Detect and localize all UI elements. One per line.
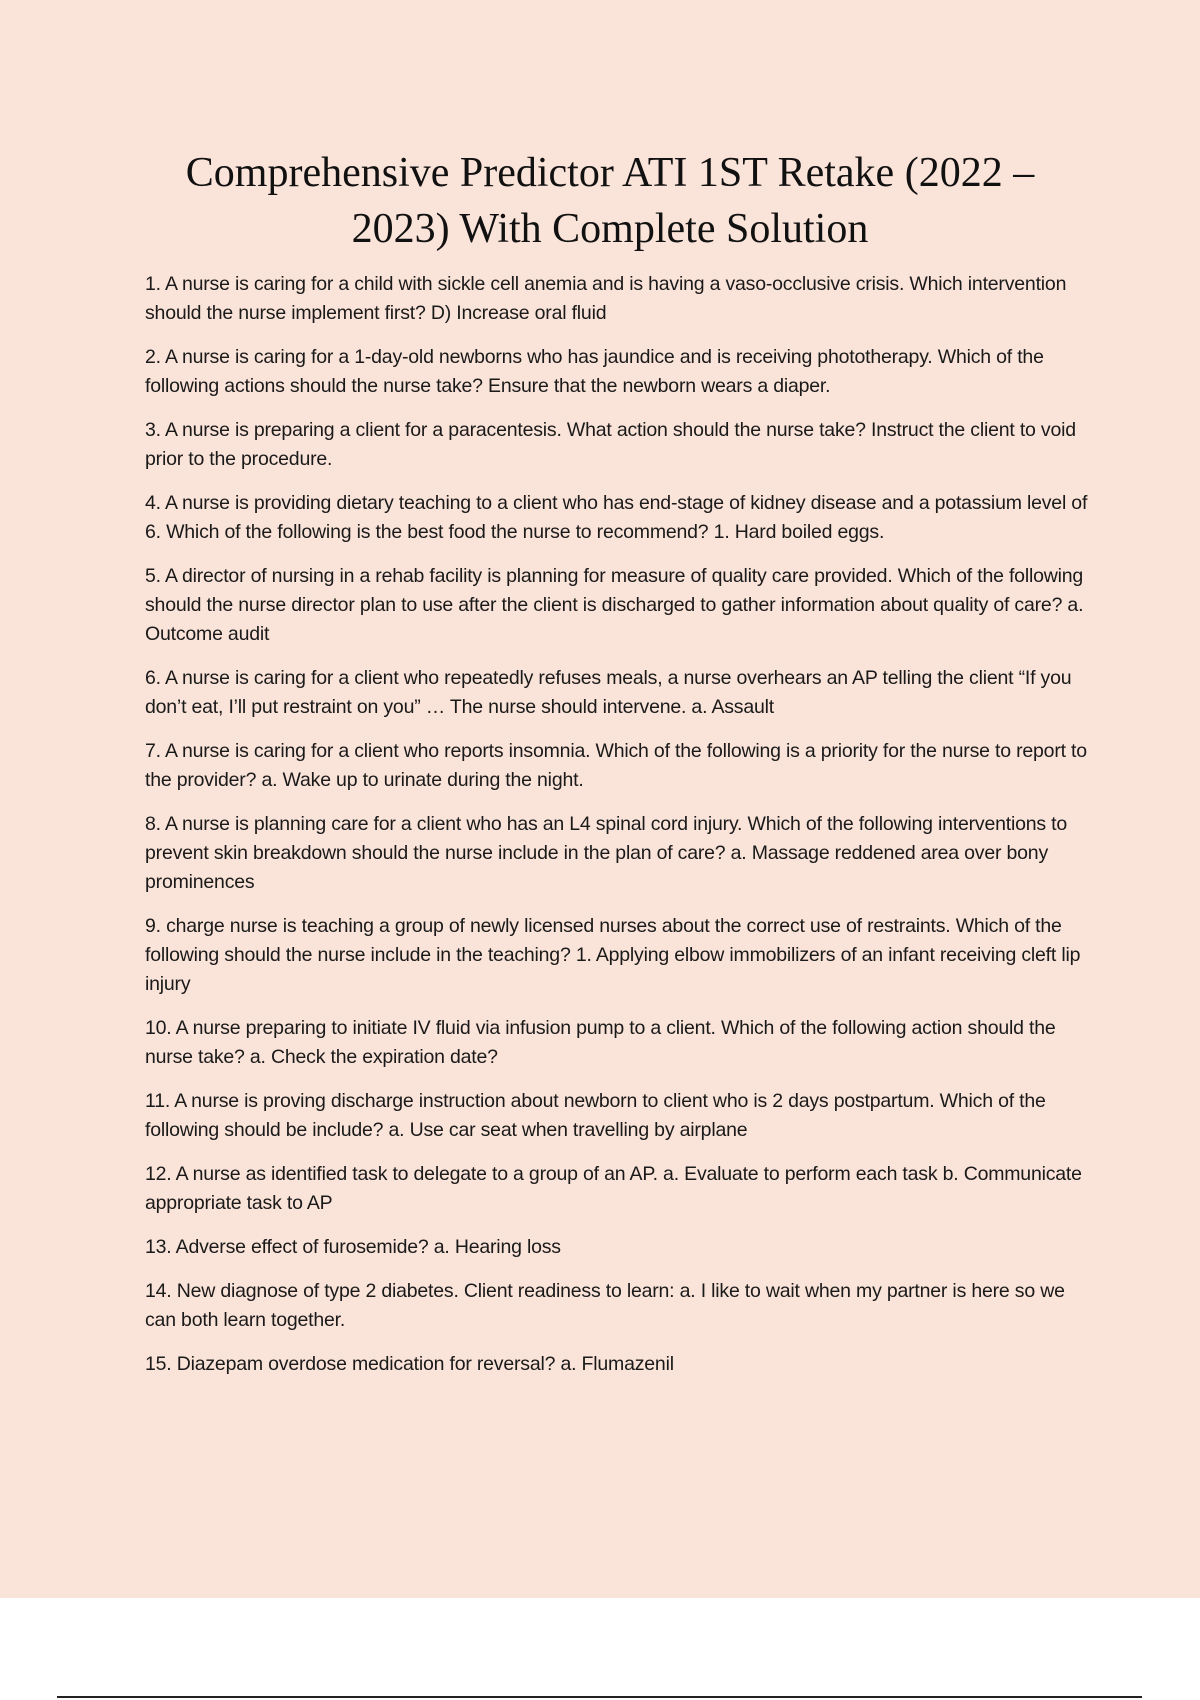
- question-item-6: 6. A nurse is caring for a client who repeatedly refuses meals, a nurse overhears an AP telling the client “If you don’t eat, I’ll put restraint on you” … The nurse should intervene. a. Assault: [145, 667, 1072, 718]
- question-item-10: 10. A nurse preparing to initiate IV fluid via infusion pump to a client. Which of the following action should the nurse take? a. Check the expiration date?: [145, 1017, 1056, 1068]
- question-item-8: 8. A nurse is planning care for a client who has an L4 spinal cord injury. Which of the following interventions to prevent skin breakdown should the nurse include in the plan of care? a. Massage reddened area over bony prominences: [145, 813, 1068, 893]
- question-item-15: 15. Diazepam overdose medication for reversal? a. Flumazenil: [145, 1353, 674, 1375]
- question-item-1: 1. A nurse is caring for a child with sickle cell anemia and is having a vaso-occlusive crisis. Which intervention should the nurse implement first? D) Increase oral fluid: [145, 273, 1067, 324]
- question-item-5: 5. A director of nursing in a rehab facility is planning for measure of quality care provided. Which of the following should the nurse director plan to use after the client is discharged to gather information about quality of care? a. Outcome audit: [145, 565, 1084, 645]
- question-item-14: 14. New diagnose of type 2 diabetes. Client readiness to learn: a. I like to wait when my partner is here so we can both learn together.: [145, 1280, 1065, 1331]
- question-item-9: 9. charge nurse is teaching a group of newly licensed nurses about the correct use of restraints. Which of the following should the nurse include in the teaching? 1. Applying elbow immobilizers of an infant receiving cleft lip injury: [145, 915, 1081, 995]
- question-item-12: 12. A nurse as identified task to delegate to a group of an AP. a. Evaluate to perform each task b. Communicate appropriate task to AP: [145, 1163, 1082, 1214]
- question-item-11: 11. A nurse is proving discharge instruction about newborn to client who is 2 days postpartum. Which of the following should be include? a. Use car seat when travelling by airplane: [145, 1090, 1046, 1141]
- document-title: Comprehensive Predictor ATI 1ST Retake (2022 – 2023) With Complete Solution: [185, 150, 1035, 252]
- footer-divider: [57, 1696, 1142, 1698]
- question-item-7: 7. A nurse is caring for a client who reports insomnia. Which of the following is a priority for the nurse to report to the provider? a. Wake up to urinate during the night.: [145, 740, 1087, 791]
- question-item-3: 3. A nurse is preparing a client for a paracentesis. What action should the nurse take? Instruct the client to void prior to the procedure.: [145, 419, 1076, 470]
- question-item-4: 4. A nurse is providing dietary teaching to a client who has end-stage of kidney disease and a potassium level of 6. Which of the following is the best food the nurse to recommend? 1. Hard boiled eggs.: [145, 492, 1088, 543]
- question-list: [145, 270, 1090, 1394]
- question-item-2: 2. A nurse is caring for a 1-day-old newborns who has jaundice and is receiving phototherapy. Which of the following actions should the nurse take? Ensure that the newborn wears a diaper.: [145, 346, 1044, 397]
- question-item-13: 13. Adverse effect of furosemide? a. Hearing loss: [145, 1236, 561, 1258]
